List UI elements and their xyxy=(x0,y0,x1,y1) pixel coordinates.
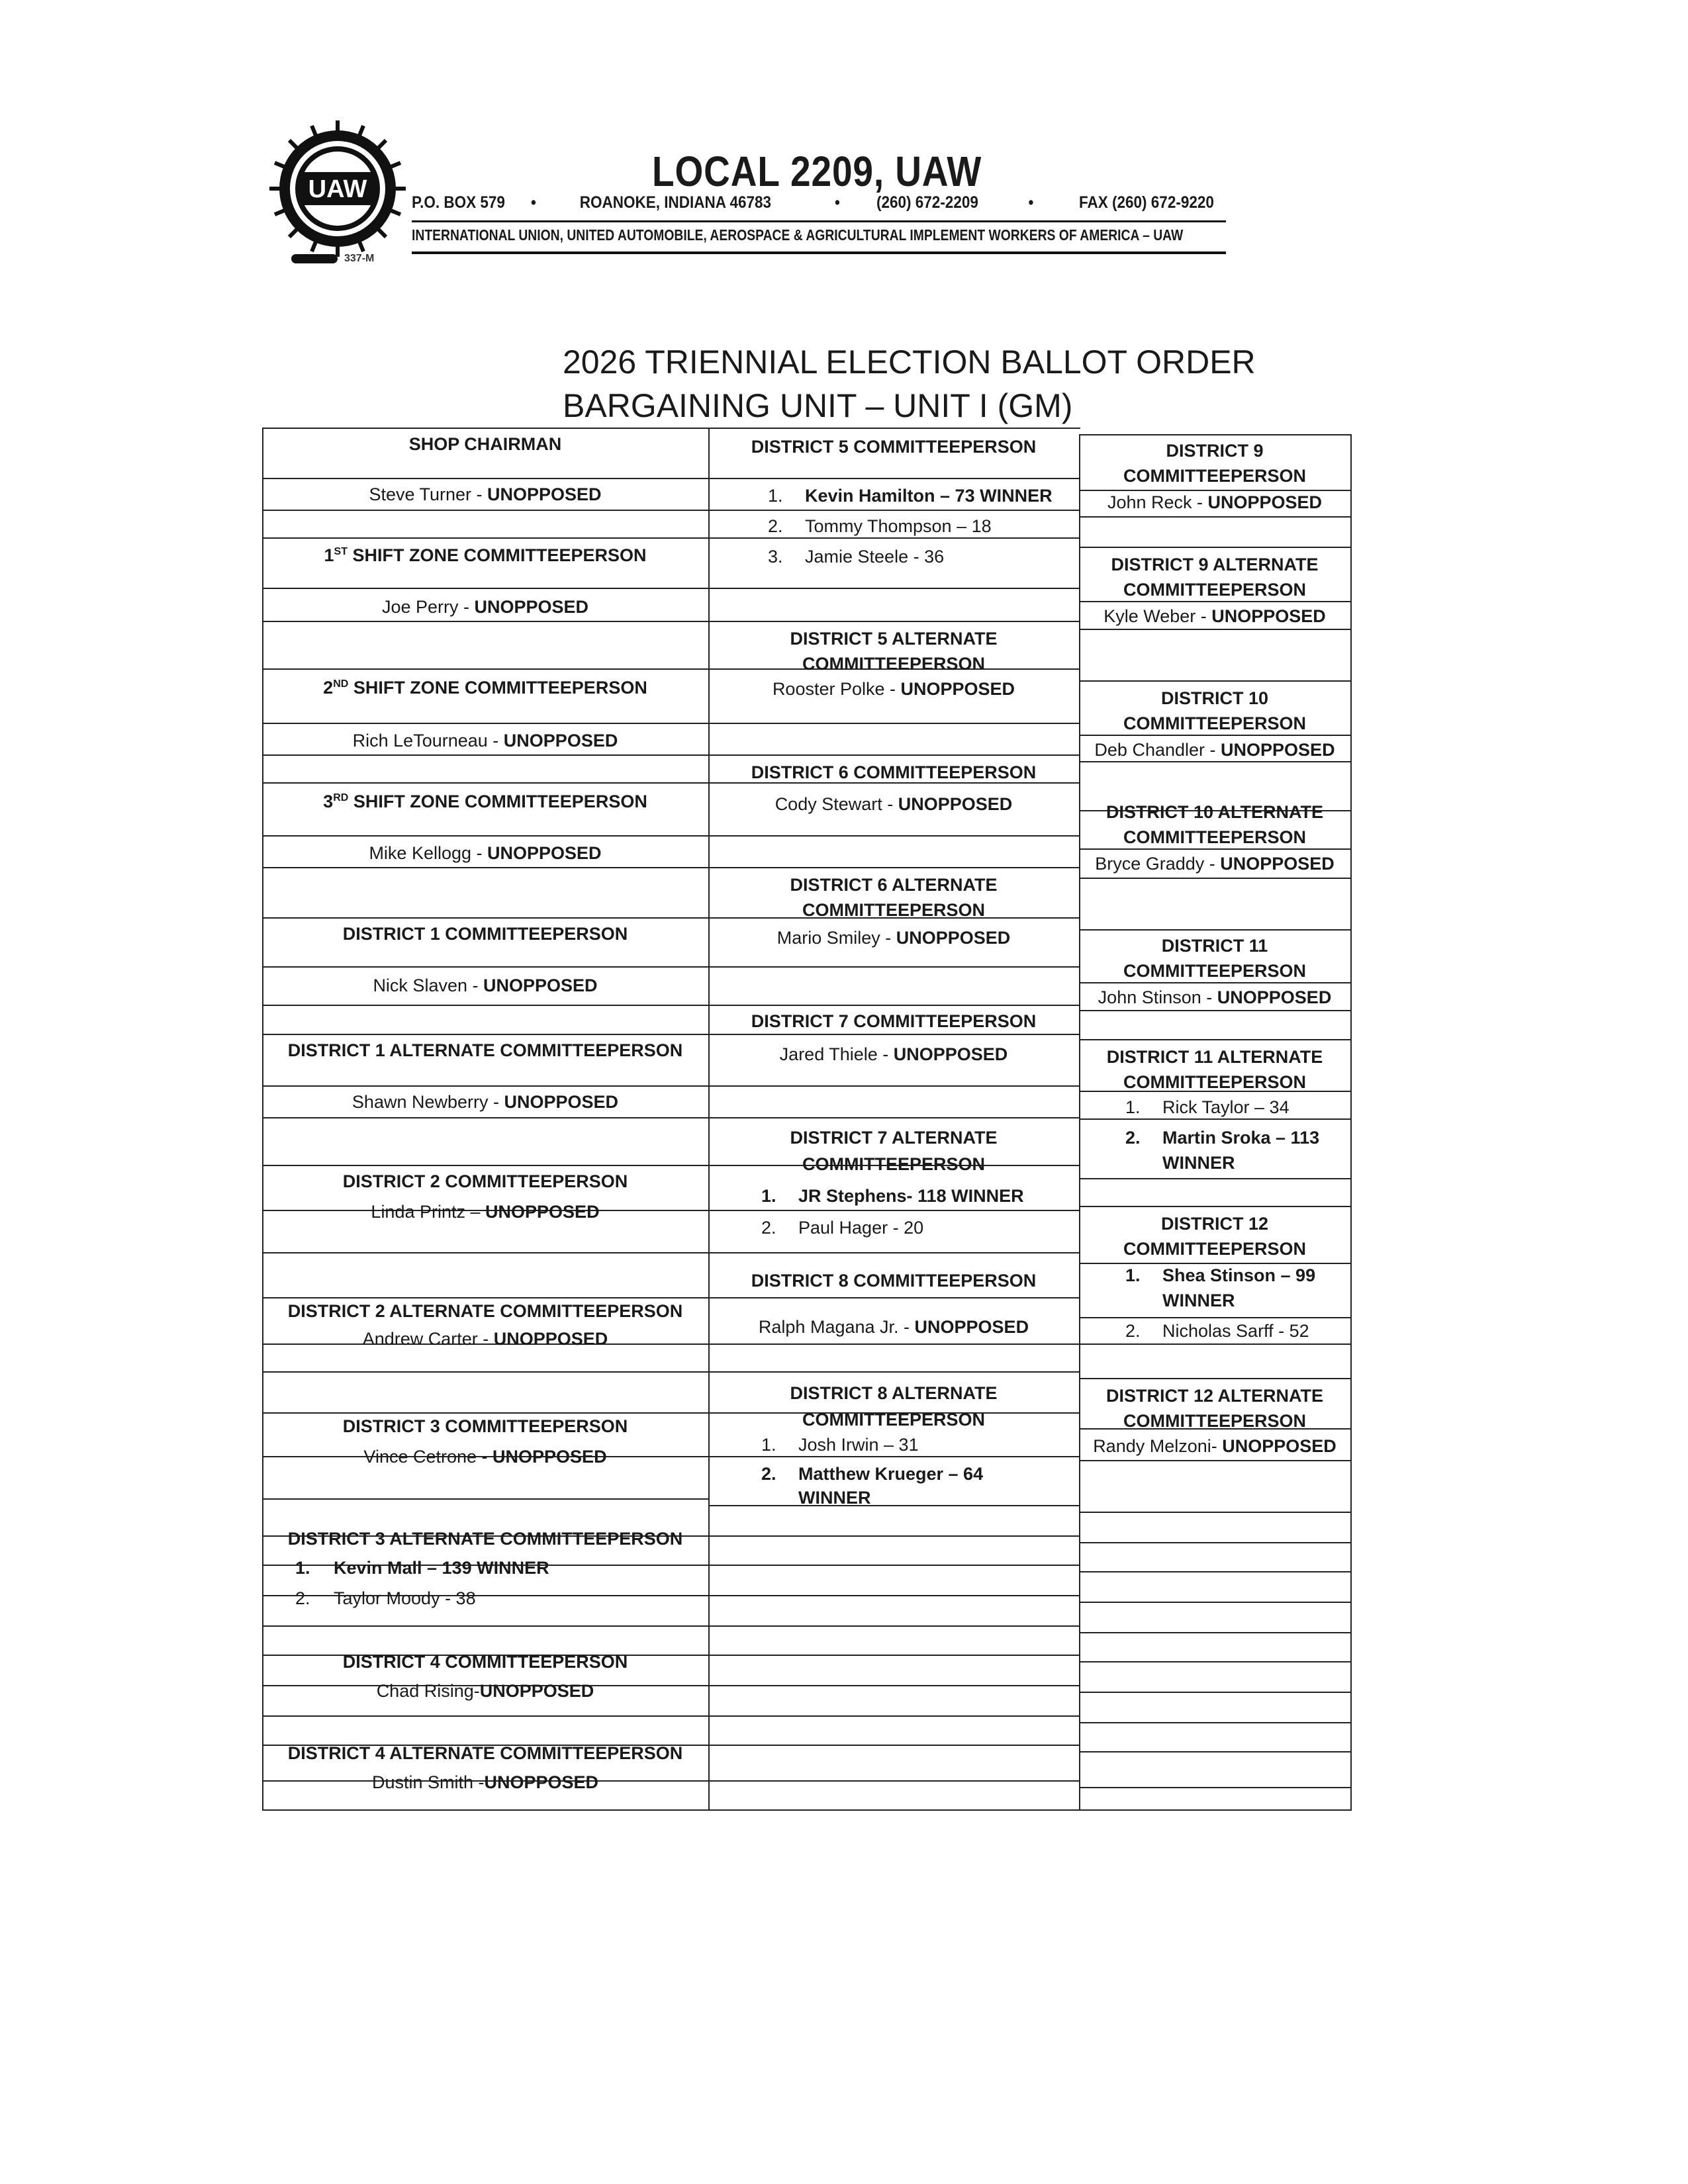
candidate-number: 1. xyxy=(761,1435,776,1455)
candidate: Randy Melzoni- UNOPPOSED xyxy=(1093,1436,1336,1456)
district11-alt-header: DISTRICT 11 ALTERNATE xyxy=(1106,1047,1323,1067)
candidate: Tommy Thompson – 18 xyxy=(805,516,992,536)
district12-header: COMMITTEEPERSON xyxy=(1123,1239,1306,1259)
col-divider xyxy=(1079,434,1080,1809)
district10-header: DISTRICT 10 xyxy=(1160,688,1269,708)
address: ROANOKE, INDIANA 46783 xyxy=(579,193,772,212)
candidate: John Stinson - UNOPPOSED xyxy=(1098,987,1332,1007)
po-box: P.O. BOX 579 xyxy=(412,193,505,212)
candidate: Andrew Carter - UNOPPOSED xyxy=(362,1329,608,1349)
district5-alt-header: COMMITTEEPERSON xyxy=(802,654,985,674)
candidate: Rich LeTourneau - UNOPPOSED xyxy=(352,731,618,751)
candidate: Matthew Krueger – 64 xyxy=(798,1464,984,1484)
district12-header: DISTRICT 12 xyxy=(1160,1214,1269,1234)
candidate: Deb Chandler - UNOPPOSED xyxy=(1094,740,1335,760)
candidate: Kyle Weber - UNOPPOSED xyxy=(1103,606,1326,626)
svg-text:UAW: UAW xyxy=(308,175,367,203)
candidate-number: 1. xyxy=(761,1186,776,1206)
candidate: Linda Printz – UNOPPOSED xyxy=(371,1202,600,1222)
district6-alt-header: COMMITTEEPERSON xyxy=(802,900,985,920)
shift1-header: 1ST SHIFT ZONE COMMITTEEPERSON xyxy=(324,545,647,565)
candidate: Mike Kellogg - UNOPPOSED xyxy=(369,843,602,863)
candidate-number: 2. xyxy=(1125,1128,1141,1148)
district11-header: DISTRICT 11 xyxy=(1161,936,1268,956)
candidate: Mario Smiley - UNOPPOSED xyxy=(776,928,1011,948)
candidate: John Reck - UNOPPOSED xyxy=(1107,492,1323,512)
candidate-number: 1. xyxy=(295,1558,310,1578)
col3-right-border xyxy=(1350,434,1352,1809)
district11-header: COMMITTEEPERSON xyxy=(1123,961,1306,981)
district7-alt-header: COMMITTEEPERSON xyxy=(802,1154,985,1174)
district6-alt-header: DISTRICT 6 ALTERNATE xyxy=(790,875,998,895)
col1-left-border xyxy=(262,428,263,1811)
candidate-number: 1. xyxy=(768,486,783,506)
candidate: Shea Stinson – 99 xyxy=(1162,1265,1316,1285)
shift2-header: 2ND SHIFT ZONE COMMITTEEPERSON xyxy=(323,678,647,698)
logo-caption: 337-M xyxy=(291,253,374,265)
candidate: Josh Irwin – 31 xyxy=(798,1435,919,1455)
bullet: • xyxy=(1028,193,1034,212)
candidate: Nicholas Sarff - 52 xyxy=(1162,1321,1309,1341)
candidate: Cody Stewart - UNOPPOSED xyxy=(774,794,1013,814)
local-title: LOCAL 2209, UAW xyxy=(652,148,982,195)
candidate-number: 2. xyxy=(295,1588,310,1608)
district5-header: DISTRICT 5 COMMITTEEPERSON xyxy=(751,437,1037,457)
candidate-number: 2. xyxy=(768,516,783,536)
candidate-status: WINNER xyxy=(798,1488,871,1508)
ballot-subtitle: BARGAINING UNIT – UNIT I (GM) xyxy=(563,387,1073,424)
candidate: Jared Thiele - UNOPPOSED xyxy=(779,1044,1008,1064)
candidate: Kevin Hamilton – 73 WINNER xyxy=(805,486,1053,506)
candidate: Vince Cetrone - UNOPPOSED xyxy=(363,1447,607,1467)
candidate: Kevin Mall – 139 WINNER xyxy=(334,1558,549,1578)
district2-header: DISTRICT 2 COMMITTEEPERSON xyxy=(342,1171,628,1191)
candidate-number: 1. xyxy=(1125,1097,1141,1117)
district4-header: DISTRICT 4 COMMITTEEPERSON xyxy=(342,1652,628,1672)
candidate-number: 2. xyxy=(1125,1321,1141,1341)
candidate: Shawn Newberry - UNOPPOSED xyxy=(352,1092,619,1112)
candidate: Taylor Moody - 38 xyxy=(334,1588,476,1608)
candidate: Nick Slaven - UNOPPOSED xyxy=(373,976,598,995)
candidate: Chad Rising-UNOPPOSED xyxy=(376,1681,594,1701)
ballot-title: 2026 TRIENNIAL ELECTION BALLOT ORDER xyxy=(563,343,1256,381)
candidate: Rick Taylor – 34 xyxy=(1162,1097,1289,1117)
district9-alt-header: COMMITTEEPERSON xyxy=(1123,580,1306,600)
district4-alt-header: DISTRICT 4 ALTERNATE COMMITTEEPERSON xyxy=(287,1743,683,1763)
district5-alt-header: DISTRICT 5 ALTERNATE xyxy=(790,629,998,649)
uaw-logo xyxy=(268,119,407,258)
rule xyxy=(412,220,1226,222)
bullet: • xyxy=(835,193,840,212)
candidate: Ralph Magana Jr. - UNOPPOSED xyxy=(758,1317,1029,1337)
candidate: Joe Perry - UNOPPOSED xyxy=(381,597,589,617)
district10-alt-header: DISTRICT 10 ALTERNATE xyxy=(1105,802,1323,822)
candidate-number: 2. xyxy=(761,1464,776,1484)
district7-alt-header: DISTRICT 7 ALTERNATE xyxy=(790,1128,998,1148)
district3-alt-header: DISTRICT 3 ALTERNATE COMMITTEEPERSON xyxy=(287,1529,683,1549)
shift3-header: 3RD SHIFT ZONE COMMITTEEPERSON xyxy=(323,792,647,811)
candidate: Paul Hager - 20 xyxy=(798,1218,924,1238)
candidate-number: 1. xyxy=(1125,1265,1141,1285)
district12-alt-header: COMMITTEEPERSON xyxy=(1123,1411,1306,1431)
district3-header: DISTRICT 3 COMMITTEEPERSON xyxy=(342,1416,628,1436)
rule xyxy=(412,251,1226,254)
candidate-number: 3. xyxy=(768,547,783,567)
candidate-number: 2. xyxy=(761,1218,776,1238)
district2-alt-header: DISTRICT 2 ALTERNATE COMMITTEEPERSON xyxy=(287,1301,683,1321)
candidate: JR Stephens- 118 WINNER xyxy=(798,1186,1024,1206)
district9-header: COMMITTEEPERSON xyxy=(1123,466,1306,486)
candidate: Martin Sroka – 113 xyxy=(1162,1128,1320,1148)
district11-alt-header: COMMITTEEPERSON xyxy=(1123,1072,1306,1092)
candidate: Dustin Smith -UNOPPOSED xyxy=(371,1772,599,1792)
bullet: • xyxy=(531,193,536,212)
district6-header: DISTRICT 6 COMMITTEEPERSON xyxy=(751,762,1037,782)
candidate: Rooster Polke - UNOPPOSED xyxy=(772,679,1015,699)
district1-header: DISTRICT 1 COMMITTEEPERSON xyxy=(342,924,628,944)
candidate: Jamie Steele - 36 xyxy=(805,547,945,567)
candidate-status: WINNER xyxy=(1162,1153,1235,1173)
shop-chairman-header: SHOP CHAIRMAN xyxy=(408,434,562,454)
district12-alt-header: DISTRICT 12 ALTERNATE xyxy=(1105,1386,1323,1406)
union-name: INTERNATIONAL UNION, UNITED AUTOMOBILE, AEROSPACE & AGRICULTURAL IMPLEMENT WORKERS OF AMERICA – UAW xyxy=(412,226,1184,244)
candidate-status: WINNER xyxy=(1162,1291,1235,1310)
district10-header: COMMITTEEPERSON xyxy=(1123,713,1306,733)
phone: (260) 672-2209 xyxy=(876,193,978,212)
district10-alt-header: COMMITTEEPERSON xyxy=(1123,827,1306,847)
fax: FAX (260) 672-9220 xyxy=(1079,193,1214,212)
district7-header: DISTRICT 7 COMMITTEEPERSON xyxy=(751,1011,1037,1031)
district8-header: DISTRICT 8 COMMITTEEPERSON xyxy=(751,1271,1037,1291)
district9-header: DISTRICT 9 xyxy=(1166,441,1264,461)
district8-alt-header: COMMITTEEPERSON xyxy=(802,1410,985,1430)
candidate: Bryce Graddy - UNOPPOSED xyxy=(1095,854,1335,874)
district8-alt-header: DISTRICT 8 ALTERNATE xyxy=(790,1383,998,1403)
district1-alt-header: DISTRICT 1 ALTERNATE COMMITTEEPERSON xyxy=(287,1040,683,1060)
contact-line xyxy=(412,193,1214,213)
district9-alt-header: DISTRICT 9 ALTERNATE xyxy=(1111,555,1319,574)
candidate: Steve Turner - UNOPPOSED xyxy=(369,484,602,504)
